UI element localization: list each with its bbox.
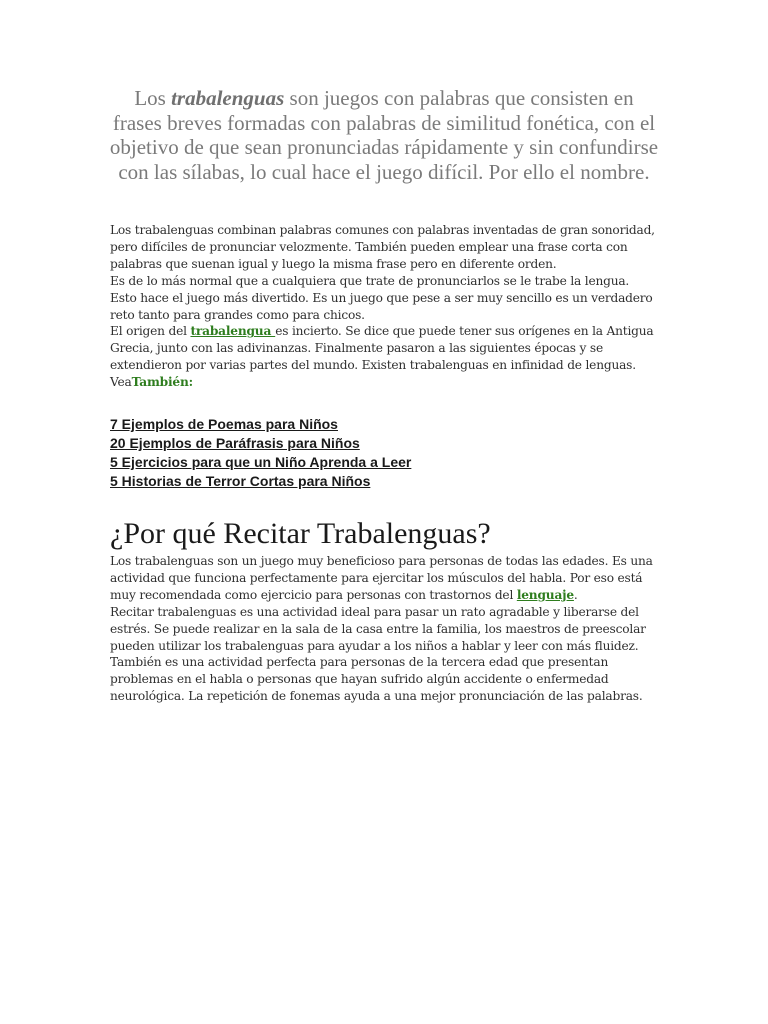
vea-text: Vea [110, 375, 132, 390]
section1-line1: Los trabalenguas combinan palabras comunes con palabras inventadas de gran sonoridad, pero difíciles de pronunciar velozmente. También pueden emplear una frase corta con palabras que suenan igual y luego la misma frase pero en diferente orden. [110, 223, 655, 271]
section2-heading: ¿Por qué Recitar Trabalenguas? [110, 517, 491, 550]
para1-pre: Los trabalenguas son un juego muy beneficioso para personas de todas las edades. Es una actividad que funciona perfectamente para ejercitar los músculos del habla. Por eso está muy recomendada como ejercicio para personas con trastornos del [110, 554, 653, 602]
section2-para1 [110, 553, 658, 604]
related-link-ejercicios[interactable]: 5 Ejercicios para que un Niño Aprenda a Leer [110, 454, 412, 470]
section2-para2: Recitar trabalenguas es una actividad ideal para pasar un rato agradable y liberarse del estrés. Se puede realizar en la sala de la casa entre la familia, los maestros de preescolar pueden utilizar los trabalenguas para ayudar a los niños a hablar y leer con más fluidez. [110, 604, 646, 653]
see-also-label [110, 374, 658, 391]
trabalengua-link[interactable]: trabalengua [190, 324, 276, 339]
origin-pre: El origen del [110, 324, 191, 339]
section1-body [110, 222, 658, 391]
tambien-text: También: [131, 375, 193, 390]
related-link-parafrasis[interactable]: 20 Ejemplos de Paráfrasis para Niños [110, 435, 360, 451]
section1-line2: Es de lo más normal que a cualquiera que trate de pronunciarlos se le trabe la lengua. Esto hace el juego más divertido. Es un juego que pese a ser muy sencillo es un verdadero reto tanto para grandes como para chicos. [110, 273, 653, 322]
section2-body [110, 553, 658, 705]
para1-post: . [573, 587, 578, 602]
section2-para3: También es una actividad perfecta para personas de la tercera edad que presentan problemas en el habla o personas que hayan sufrido algún accidente o enfermedad neurológica. La repetición de fonemas ayuda a una mejor pronunciación de las palabras. [110, 655, 643, 704]
intro-los: Los [134, 86, 172, 110]
intro-rest: son juegos con palabras que consisten en frases breves formadas con palabras de similitud fonética, con el objetivo de que sean pronunciadas rápidamente y sin confundirse con las sílabas, lo cual hace el juego difícil. Por ello el nombre. [109, 86, 659, 184]
section1-origin [110, 323, 658, 374]
intro-keyword: trabalenguas [171, 86, 285, 110]
intro-paragraph [108, 86, 660, 184]
lenguaje-link[interactable]: lenguaje [516, 587, 574, 602]
related-link-historias[interactable]: 5 Historias de Terror Cortas para Niños [110, 473, 371, 489]
origin-post: es incierto. Se dice que puede tener sus orígenes en la Antigua Grecia, junto con las adivinanzas. Finalmente pasaron a las siguientes épocas y se extendieron por varias partes del mundo. Existen trabalenguas en infinidad de lenguas. [110, 324, 654, 373]
related-links [110, 415, 658, 491]
related-link-poemas[interactable]: 7 Ejemplos de Poemas para Niños [110, 416, 338, 432]
